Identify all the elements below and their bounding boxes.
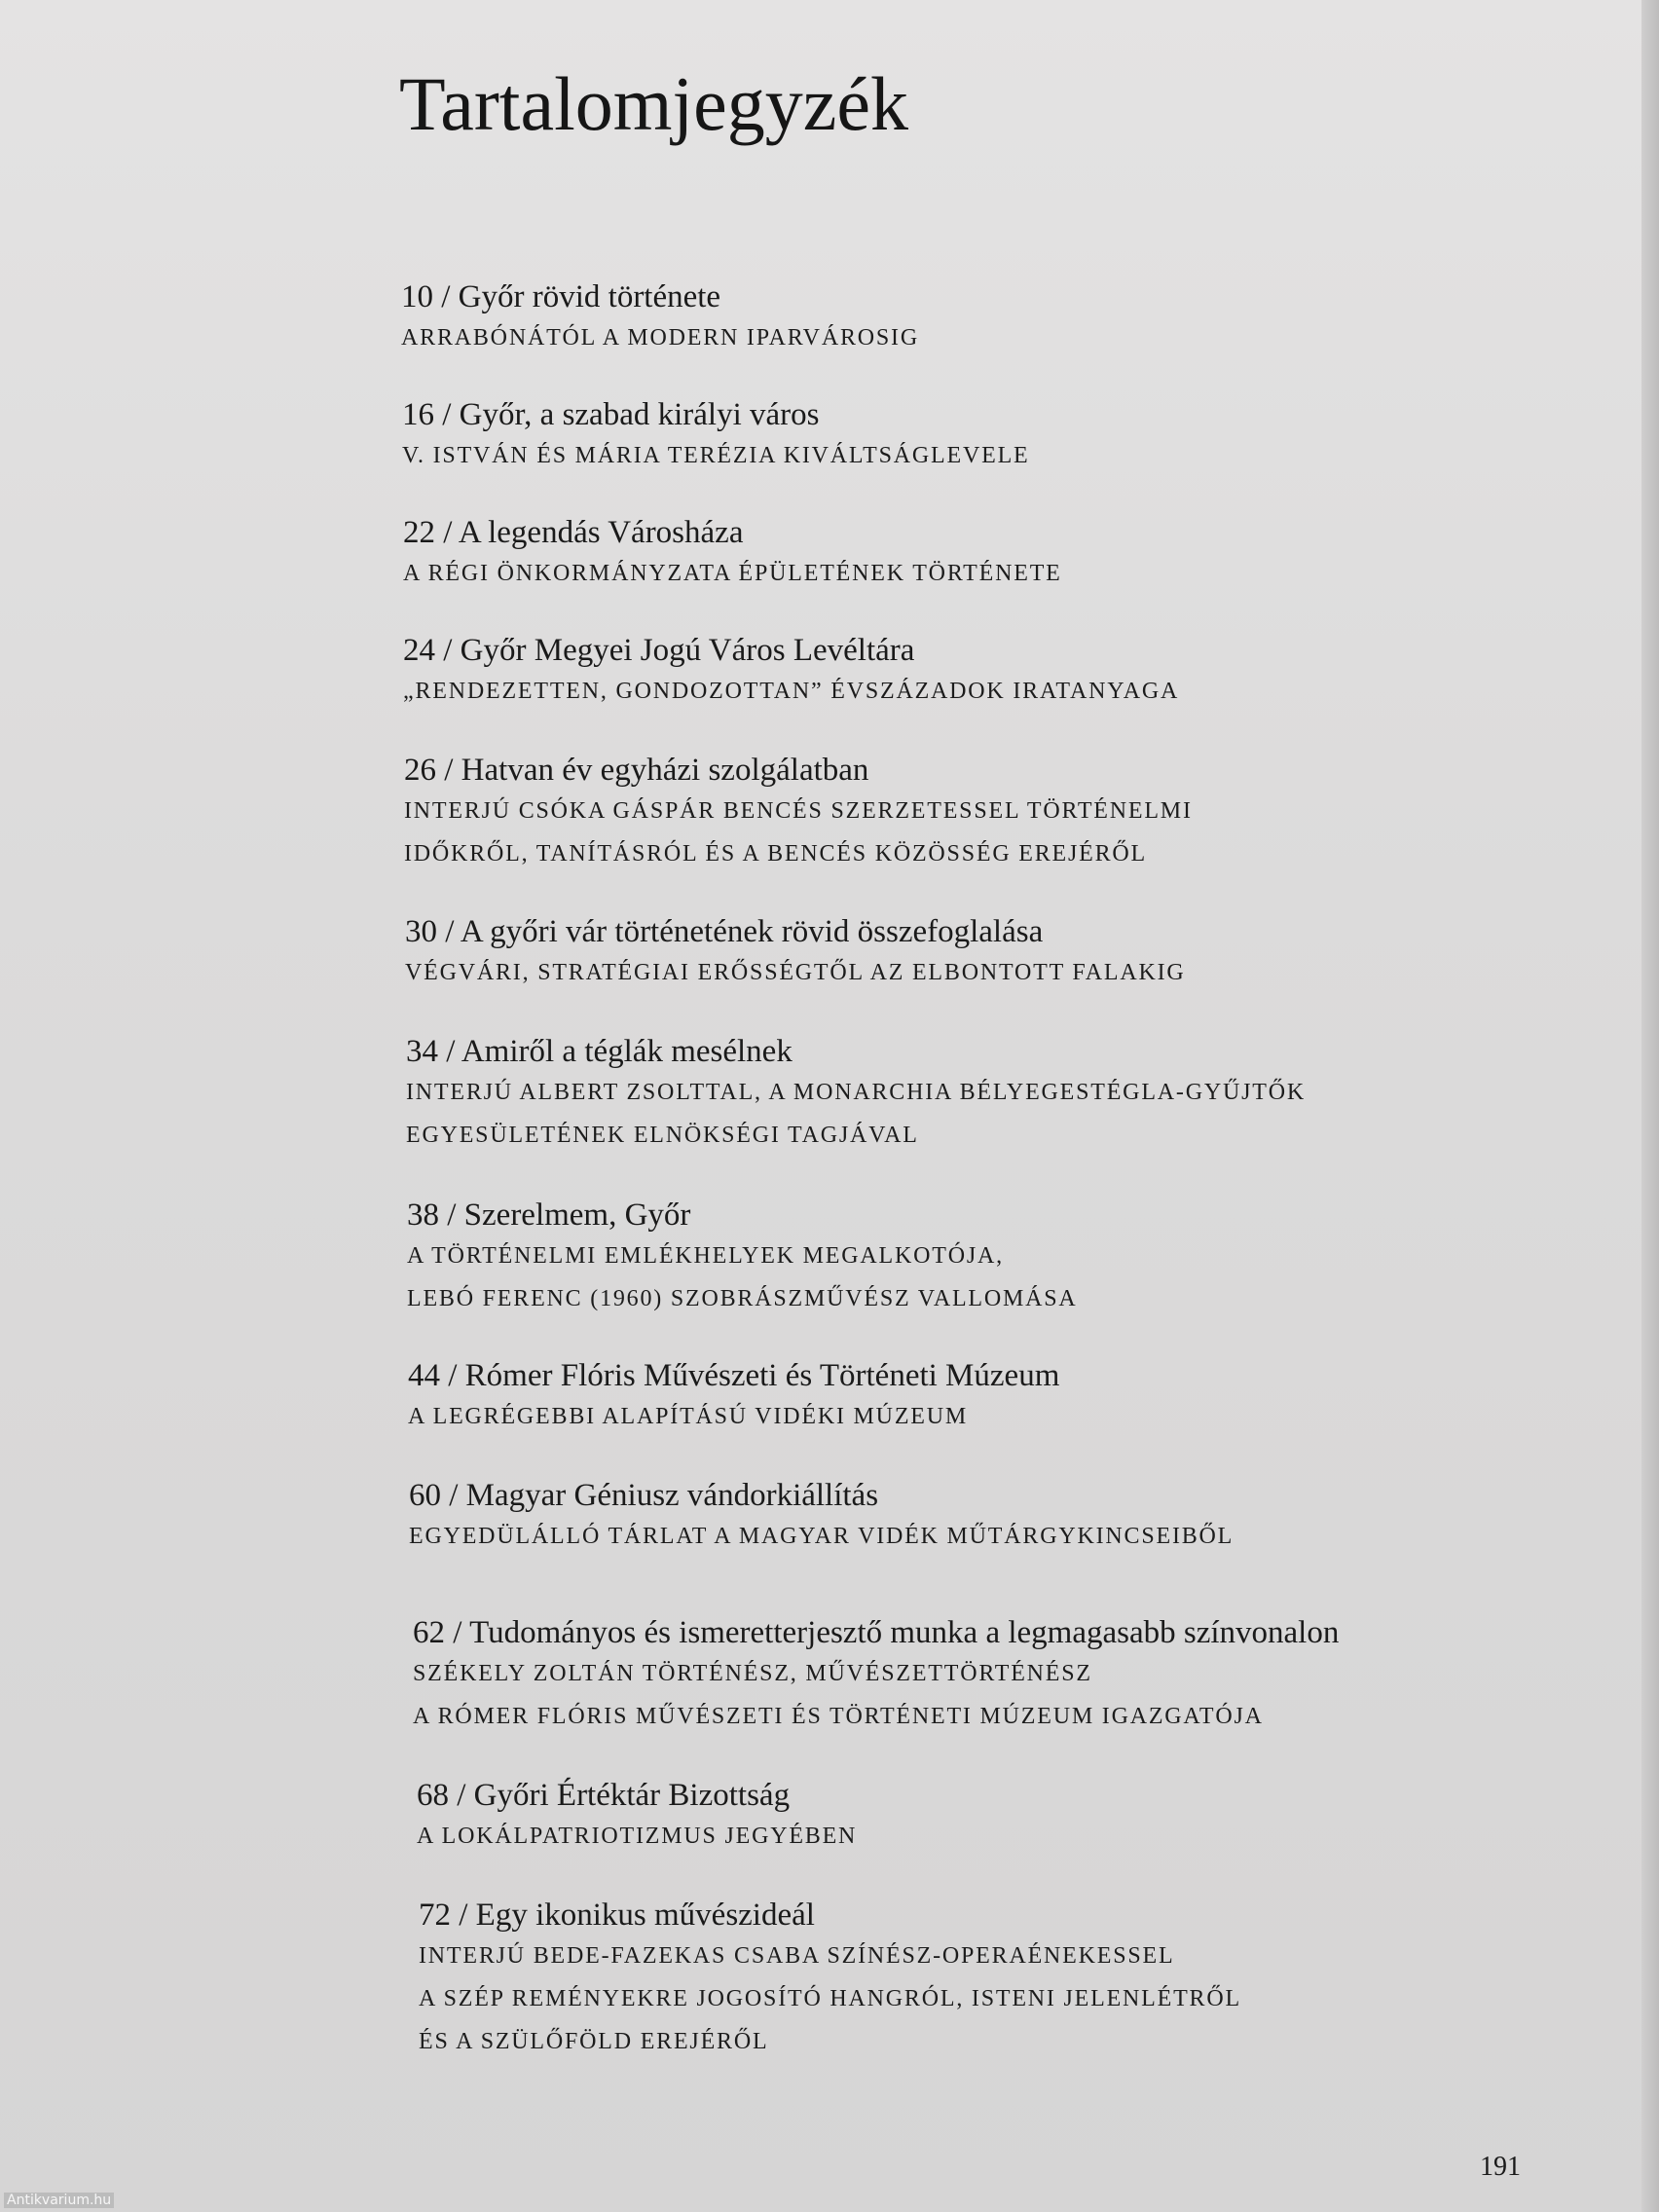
- toc-entry-subtitle: [417, 1815, 857, 1858]
- toc-subtitle-line: ARRABÓNÁTÓL A MODERN IPARVÁROSIG: [401, 325, 919, 350]
- toc-entry-subtitle: [419, 1935, 1241, 2063]
- toc-subtitle-line: IDŐKRŐL, TANÍTÁSRÓL ÉS A BENCÉS KÖZÖSSÉG EREJÉRŐL: [404, 841, 1147, 866]
- toc-entry-title: 22 / A legendás Városháza: [403, 515, 744, 550]
- toc-entry: [403, 631, 1179, 713]
- toc-entry-title: 26 / Hatvan év egyházi szolgálatban: [404, 753, 869, 788]
- toc-entry-title: 60 / Magyar Géniusz vándorkiállítás: [409, 1478, 879, 1513]
- toc-entry-title: 30 / A győri vár történetének rövid összefoglalása: [405, 914, 1044, 949]
- toc-entry-subtitle: [403, 552, 1062, 595]
- toc-entry: [406, 1032, 1306, 1157]
- toc-entry-subtitle: [405, 951, 1186, 994]
- toc-entry-subtitle: [407, 1235, 1078, 1320]
- toc-entry: [408, 1356, 1059, 1438]
- toc-subtitle-line: „RENDEZETTEN, GONDOZOTTAN” ÉVSZÁZADOK IRATANYAGA: [403, 679, 1180, 704]
- toc-entry: [417, 1776, 857, 1858]
- toc-subtitle-line: INTERJÚ BEDE-FAZEKAS CSABA SZÍNÉSZ-OPERAÉNEKESSEL: [419, 1943, 1175, 1969]
- watermark: Antikvarium.hu: [4, 2193, 114, 2208]
- toc-entry-subtitle: [403, 670, 1179, 713]
- toc-entry-title: 16 / Győr, a szabad királyi város: [402, 397, 820, 432]
- toc-entry: [404, 751, 1193, 875]
- toc-entry: [413, 1613, 1339, 1738]
- toc-entry: [402, 395, 1030, 477]
- toc-entry-subtitle: [413, 1652, 1339, 1738]
- page-title: Tartalomjegyzék: [399, 61, 908, 146]
- toc-entry-subtitle: [401, 316, 919, 359]
- toc-subtitle-line: A RÓMER FLÓRIS MŰVÉSZETI ÉS TÖRTÉNETI MÚZEUM IGAZGATÓJA: [413, 1704, 1264, 1729]
- toc-subtitle-line: EGYEDÜLÁLLÓ TÁRLAT A MAGYAR VIDÉK MŰTÁRGYKINCSEIBŐL: [409, 1524, 1235, 1549]
- toc-subtitle-line: ÉS A SZÜLŐFÖLD EREJÉRŐL: [419, 2029, 769, 2054]
- toc-subtitle-line: LEBÓ FERENC (1960) SZOBRÁSZMŰVÉSZ VALLOMÁSA: [407, 1286, 1078, 1311]
- toc-entry-subtitle: [406, 1071, 1306, 1157]
- toc-subtitle-line: EGYESÜLETÉNEK ELNÖKSÉGI TAGJÁVAL: [406, 1123, 919, 1148]
- toc-entry-title: 68 / Győri Értéktár Bizottság: [417, 1778, 791, 1813]
- toc-entry-title: 72 / Egy ikonikus művészideál: [419, 1898, 815, 1933]
- toc-entry-title: 62 / Tudományos és ismeretterjesztő munka a legmagasabb színvonalon: [413, 1615, 1340, 1650]
- toc-subtitle-line: A RÉGI ÖNKORMÁNYZATA ÉPÜLETÉNEK TÖRTÉNETE: [403, 561, 1062, 586]
- toc-entry: [401, 277, 919, 359]
- toc-subtitle-line: INTERJÚ ALBERT ZSOLTTAL, A MONARCHIA BÉLYEGESTÉGLA-GYŰJTŐK: [406, 1080, 1306, 1105]
- toc-subtitle-line: A LOKÁLPATRIOTIZMUS JEGYÉBEN: [417, 1824, 858, 1849]
- toc-entry-title: 24 / Győr Megyei Jogú Város Levéltára: [403, 633, 915, 668]
- toc-entry: [419, 1896, 1241, 2063]
- toc-entry: [405, 912, 1186, 994]
- toc-entry-subtitle: [408, 1395, 1059, 1438]
- page-edge: [1641, 0, 1659, 2212]
- page-number: 191: [1480, 2152, 1521, 2182]
- toc-subtitle-line: A TÖRTÉNELMI EMLÉKHELYEK MEGALKOTÓJA,: [407, 1243, 1004, 1269]
- toc-entry-title: 10 / Győr rövid története: [401, 279, 721, 314]
- toc-entry-subtitle: [402, 434, 1030, 477]
- toc-subtitle-line: A LEGRÉGEBBI ALAPÍTÁSÚ VIDÉKI MÚZEUM: [408, 1404, 969, 1429]
- toc-entry: [409, 1476, 1234, 1558]
- toc-subtitle-line: SZÉKELY ZOLTÁN TÖRTÉNÉSZ, MŰVÉSZETTÖRTÉNÉSZ: [413, 1661, 1092, 1686]
- toc-entry-subtitle: [404, 790, 1193, 875]
- toc-subtitle-line: INTERJÚ CSÓKA GÁSPÁR BENCÉS SZERZETESSEL TÖRTÉNELMI: [404, 798, 1193, 824]
- toc-subtitle-line: A SZÉP REMÉNYEKRE JOGOSÍTÓ HANGRÓL, ISTENI JELENLÉTRŐL: [419, 1986, 1241, 2011]
- toc-entry-subtitle: [409, 1515, 1234, 1558]
- toc-entry-title: 44 / Rómer Flóris Művészeti és Történeti Múzeum: [408, 1358, 1060, 1393]
- toc-subtitle-line: VÉGVÁRI, STRATÉGIAI ERŐSSÉGTŐL AZ ELBONTOTT FALAKIG: [405, 960, 1186, 985]
- toc-entry-title: 34 / Amiről a téglák mesélnek: [406, 1034, 793, 1069]
- toc-subtitle-line: V. ISTVÁN ÉS MÁRIA TERÉZIA KIVÁLTSÁGLEVELE: [402, 443, 1030, 468]
- toc-entry: [407, 1196, 1078, 1320]
- toc-entry-title: 38 / Szerelmem, Győr: [407, 1198, 691, 1233]
- toc-entry: [403, 513, 1062, 595]
